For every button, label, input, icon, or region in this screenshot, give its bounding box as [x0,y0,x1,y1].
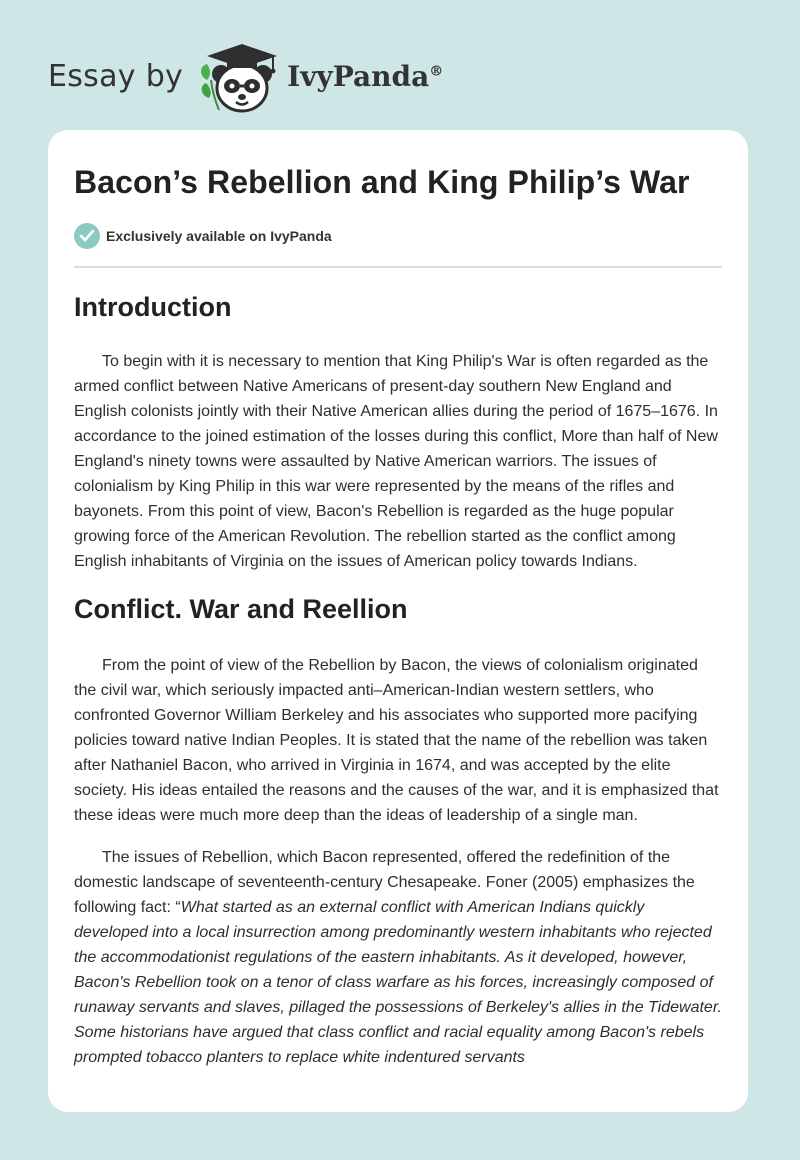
section-heading-conflict: Conflict. War and Reellion [74,594,408,624]
brand-name: IvyPanda [287,59,430,93]
brand-header [48,36,443,116]
title-divider [74,266,722,268]
exclusive-badge-text: Exclusively available on IvyPanda [106,228,332,244]
registered-mark: ® [429,63,444,80]
section-heading-introduction: Introduction [74,292,232,322]
exclusive-badge [74,223,722,249]
block-quote-text: What started as an external conflict with American Indians quickly developed into a local insurrection among predominantly western inhabitants who rejected the accommodationist regulations of the eastern inhabitants. As it developed, however, Bacon's Rebellion took on a tenor of class warfare as his forces, increasingly composed of runaway servants and slaves, pillaged the possessions of Berkeley's allies in the Tidewater. Some historians have argued that class conflict and racial equality among Bacon's rebels prompted tobacco planters to replace white indentured servants [74,899,722,1066]
paragraph: From the point of view of the Rebellion by Bacon, the views of colonialism originated the civil war, which seriously impacted anti–American-Indian western settlers, who confronted Governor William Berkeley and his associates who supported more pacifying policies toward native Indian Peoples. It is stated that the name of the rebellion was taken after Nathaniel Bacon, who arrived in Virginia in 1674, and was accepted by the elite society. His ideas entailed the reasons and the causes of the war, and it is emphasized that these ideas were much more deep than the ideas of leadership of a single man. [74,657,719,824]
ivypanda-logo-icon[interactable] [197,36,283,116]
paragraph: To begin with it is necessary to mention that King Philip's War is often regarded as the armed conflict between Native Americans of present-day southern New England and English colonists jointly with their Native American allies during the period of 1675–1676. In accordance to the joined estimation of the losses during this conflict, More than half of New England's ninety towns were assaulted by Native American warriors. The issues of colonialism by King Philip in this war were represented by the means of the rifles and bayonets. From this point of view, Bacon's Rebellion is regarded as the huge popular growing force of the American Revolution. The rebellion started as the conflict among English inhabitants of Virginia on the issues of American policy towards Indians. [74,353,718,570]
brand-prefix: Essay by [48,58,184,94]
quote-lead-text: The issues of Rebellion, which Bacon represented, offered the redefinition of the domestic landscape of seventeenth-century Chesapeake. Foner (2005) emphasizes the following fact: “ [74,849,695,916]
quote-paragraph [74,845,722,1070]
essay-card [48,130,748,1112]
check-circle-icon [74,223,100,249]
essay-title: Bacon’s Rebellion and King Philip’s War [74,164,690,200]
brand-wordmark[interactable] [287,60,443,93]
